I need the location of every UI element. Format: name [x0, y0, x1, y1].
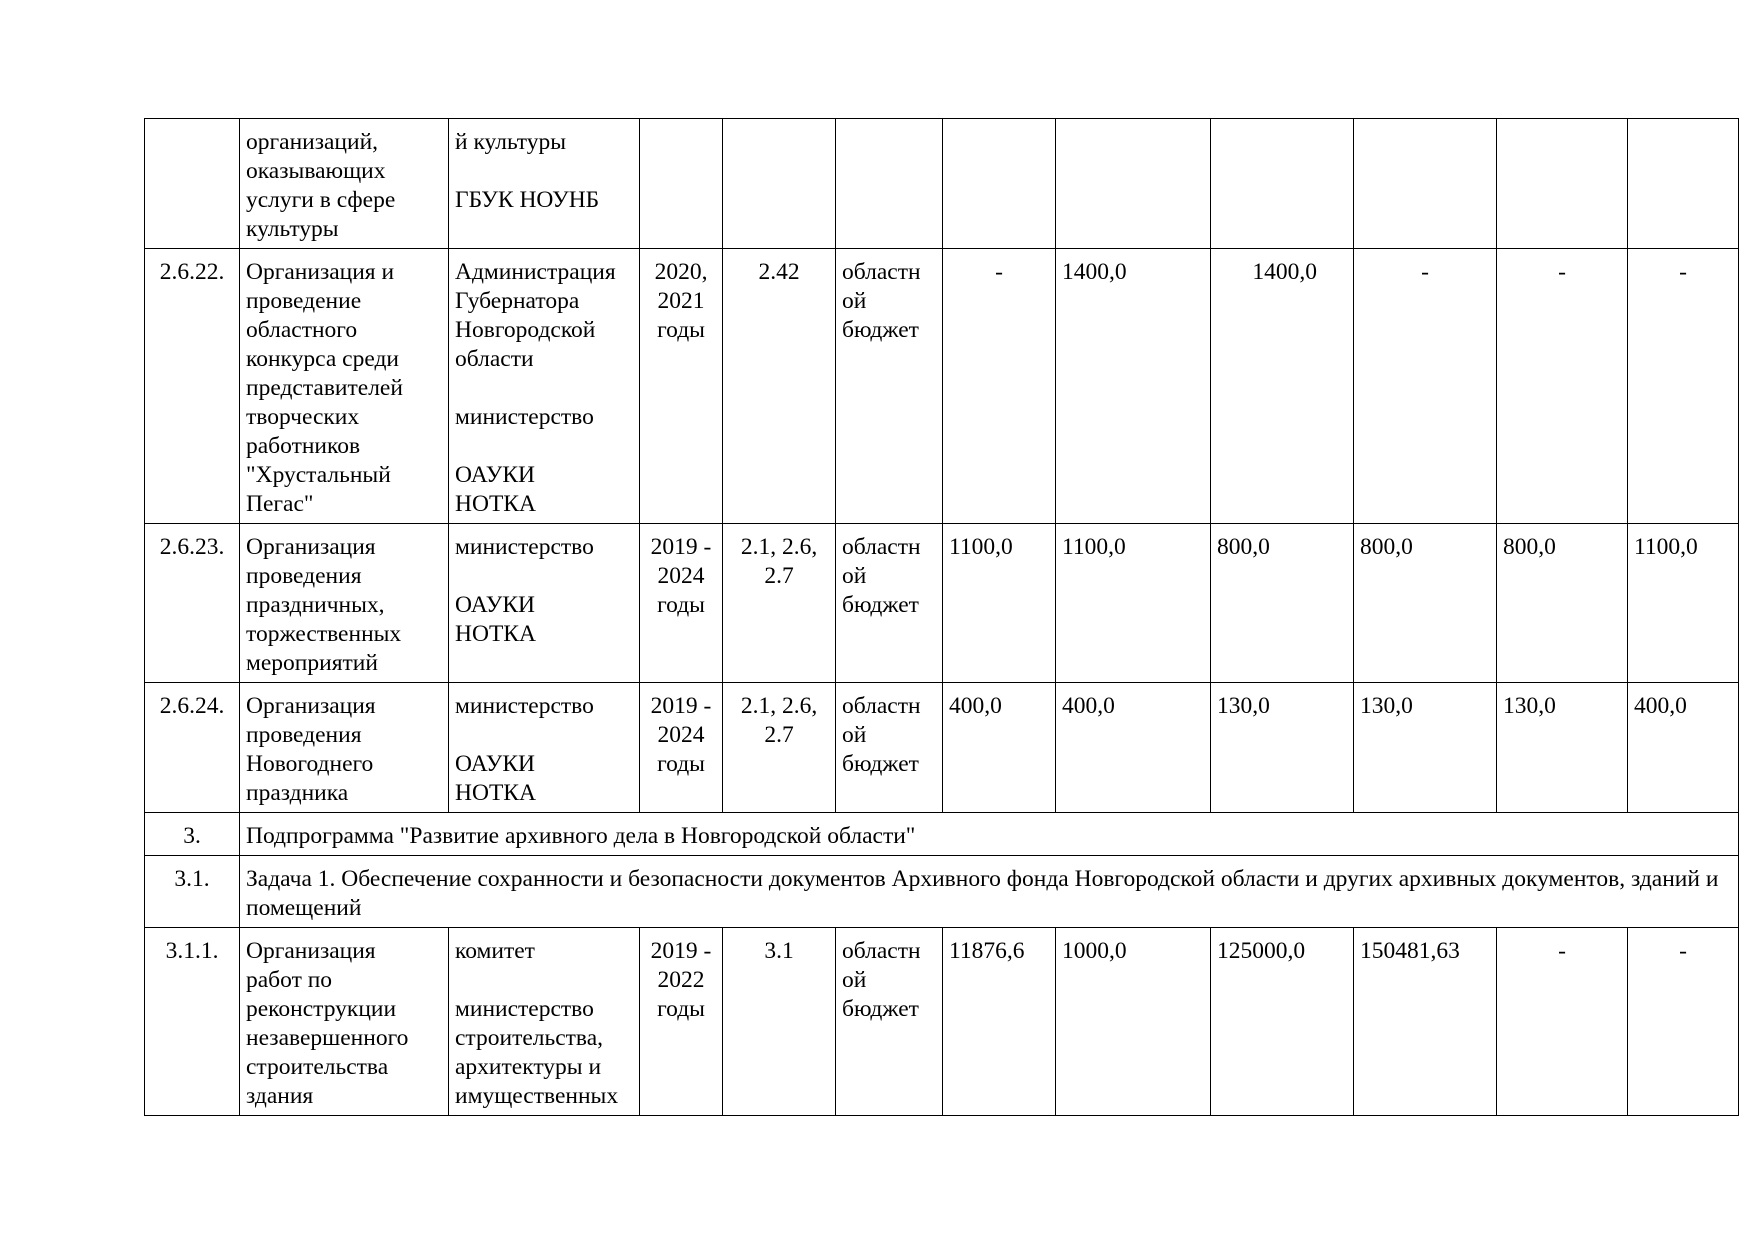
amount-2023: 130,0 [1497, 683, 1628, 813]
amount-2019: - [943, 249, 1056, 524]
amount-2023 [1497, 119, 1628, 249]
amount-2020 [1056, 119, 1211, 249]
period: 2019 - 2024 годы [640, 683, 723, 813]
funding-source: областн ой бюджет [836, 683, 943, 813]
target-indicator: 3.1 [723, 928, 836, 1116]
table-row [145, 249, 1739, 524]
target-indicator [723, 119, 836, 249]
executor: Администрация Губернатора Новгородской области министерство ОАУКИ НОТКА [449, 249, 640, 524]
period: 2019 - 2022 годы [640, 928, 723, 1116]
amount-2022: - [1354, 249, 1497, 524]
row-number: 2.6.22. [145, 249, 240, 524]
measure-name: Организация и проведение областного конкурса среди представителей творческих работников "Хрустальный Пегас" [240, 249, 449, 524]
executor: министерство ОАУКИ НОТКА [449, 524, 640, 683]
target-indicator: 2.1, 2.6, 2.7 [723, 524, 836, 683]
amount-2024 [1628, 119, 1739, 249]
amount-2024: - [1628, 928, 1739, 1116]
section-row [145, 813, 1739, 856]
task-title: Задача 1. Обеспечение сохранности и безопасности документов Архивного фонда Новгородской области и других архивных документов, зданий и помещений [240, 856, 1739, 928]
amount-2022: 150481,63 [1354, 928, 1497, 1116]
amount-2022: 130,0 [1354, 683, 1497, 813]
row-number: 2.6.23. [145, 524, 240, 683]
amount-2024: 1100,0 [1628, 524, 1739, 683]
amount-2022 [1354, 119, 1497, 249]
period: 2020, 2021 годы [640, 249, 723, 524]
funding-source [836, 119, 943, 249]
amount-2020: 1100,0 [1056, 524, 1211, 683]
table-row [145, 928, 1739, 1116]
funding-source: областн ой бюджет [836, 524, 943, 683]
row-number: 3. [145, 813, 240, 856]
measure-name: Организация работ по реконструкции незавершенного строительства здания [240, 928, 449, 1116]
executor: министерство ОАУКИ НОТКА [449, 683, 640, 813]
row-number: 3.1. [145, 856, 240, 928]
measure-name: Организация проведения праздничных, торжественных мероприятий [240, 524, 449, 683]
amount-2023: - [1497, 249, 1628, 524]
amount-2019 [943, 119, 1056, 249]
program-measures-table [144, 118, 1739, 1116]
row-number: 3.1.1. [145, 928, 240, 1116]
table-row [145, 683, 1739, 813]
amount-2020: 400,0 [1056, 683, 1211, 813]
amount-2019: 400,0 [943, 683, 1056, 813]
amount-2023: - [1497, 928, 1628, 1116]
target-indicator: 2.42 [723, 249, 836, 524]
table-row [145, 524, 1739, 683]
executor: й культуры ГБУК НОУНБ [449, 119, 640, 249]
target-indicator: 2.1, 2.6, 2.7 [723, 683, 836, 813]
amount-2024: 400,0 [1628, 683, 1739, 813]
measure-name: организаций, оказывающих услуги в сфере культуры [240, 119, 449, 249]
amount-2021: 800,0 [1211, 524, 1354, 683]
subprogram-title: Подпрограмма "Развитие архивного дела в Новгородской области" [240, 813, 1739, 856]
measure-name: Организация проведения Новогоднего праздника [240, 683, 449, 813]
row-number: 2.6.24. [145, 683, 240, 813]
amount-2019: 1100,0 [943, 524, 1056, 683]
funding-source: областн ой бюджет [836, 249, 943, 524]
period [640, 119, 723, 249]
amount-2020: 1400,0 [1056, 249, 1211, 524]
section-row [145, 856, 1739, 928]
amount-2021: 1400,0 [1211, 249, 1354, 524]
row-number [145, 119, 240, 249]
amount-2024: - [1628, 249, 1739, 524]
table-row [145, 119, 1739, 249]
funding-source: областн ой бюджет [836, 928, 943, 1116]
amount-2021 [1211, 119, 1354, 249]
amount-2022: 800,0 [1354, 524, 1497, 683]
amount-2023: 800,0 [1497, 524, 1628, 683]
amount-2021: 130,0 [1211, 683, 1354, 813]
amount-2019: 11876,6 [943, 928, 1056, 1116]
period: 2019 - 2024 годы [640, 524, 723, 683]
amount-2021: 125000,0 [1211, 928, 1354, 1116]
executor: комитет министерство строительства, архитектуры и имущественных [449, 928, 640, 1116]
amount-2020: 1000,0 [1056, 928, 1211, 1116]
